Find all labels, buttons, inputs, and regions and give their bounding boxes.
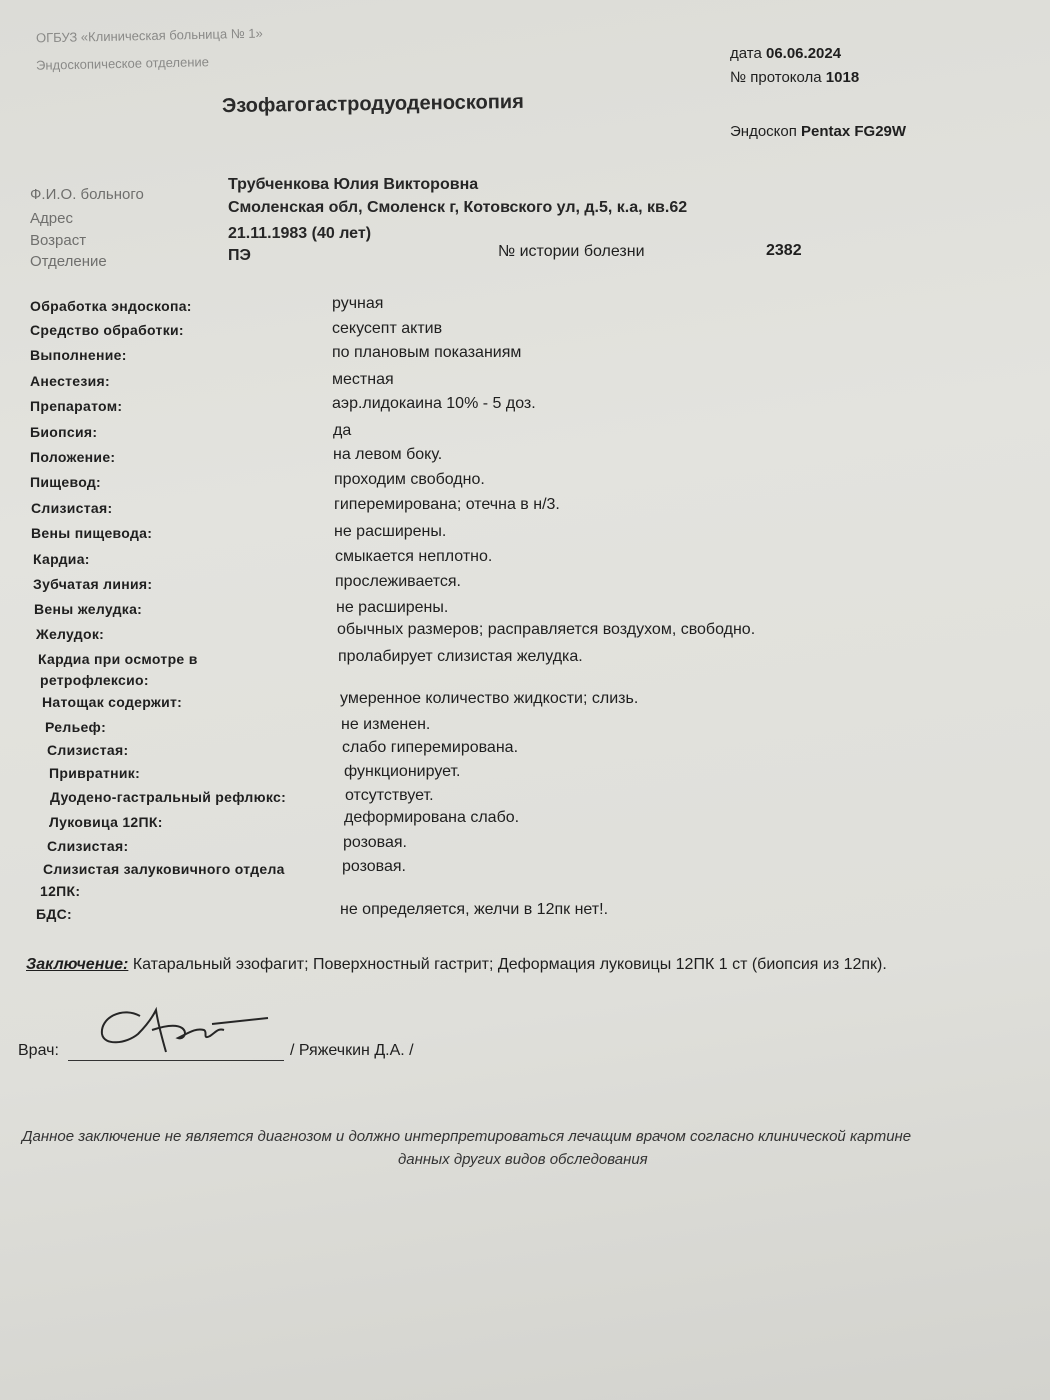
row-value: смыкается неплотно. xyxy=(335,548,493,565)
protocol-value: 1018 xyxy=(825,69,860,86)
row-label: Слизистая: xyxy=(31,500,113,516)
conclusion-label: Заключение: xyxy=(26,956,129,973)
doctor-signature xyxy=(92,996,272,1058)
row-value: слабо гиперемирована. xyxy=(342,739,519,756)
row-label: Положение: xyxy=(30,449,116,465)
row-label: Дуодено-гастральный рефлюкс: xyxy=(50,789,287,805)
row-value: да xyxy=(333,422,352,439)
institution-name: ОГБУЗ «Клиническая больница № 1» xyxy=(35,25,263,46)
row-label: Зубчатая линия: xyxy=(33,576,153,592)
patient-department-label: Отделение xyxy=(30,253,107,270)
row-label: Обработка эндоскопа: xyxy=(30,298,192,314)
row-value: проходим свободно. xyxy=(334,471,485,488)
row-value: прослеживается. xyxy=(335,573,461,590)
history-number-label: № истории болезни xyxy=(498,243,645,260)
row-label: Биопсия: xyxy=(30,424,98,440)
conclusion-text: Катаральный эзофагит; Поверхностный гастрит; Деформация луковицы 12ПК 1 ст (биопсия из 12пк). xyxy=(132,956,887,973)
row-value: ручная xyxy=(332,295,384,312)
row-value: пролабирует слизистая желудка. xyxy=(338,648,583,665)
disclaimer-line-1: Данное заключение не является диагнозом и должно интерпретироваться лечащим врачом согласно клинической картине xyxy=(22,1128,912,1145)
patient-address-label: Адрес xyxy=(30,210,73,227)
row-value: гиперемирована; отечна в н/3. xyxy=(334,496,560,513)
row-value: розовая. xyxy=(343,834,407,851)
row-value: местная xyxy=(332,371,394,388)
doctor-label: Врач: xyxy=(18,1042,59,1059)
doctor-name: / Ряжечкин Д.А. / xyxy=(290,1042,414,1059)
row-label: Выполнение: xyxy=(30,347,127,363)
row-label: Рельеф: xyxy=(45,719,107,735)
row-label: Слизистая: xyxy=(47,742,129,758)
document-title: Эзофагогастродуоденоскопия xyxy=(221,90,524,118)
row-value: розовая. xyxy=(342,858,406,875)
protocol-number xyxy=(730,69,859,86)
patient-department-value: ПЭ xyxy=(228,247,251,264)
row-label: Кардиа: xyxy=(33,551,90,567)
row-value: по плановым показаниям xyxy=(332,344,522,361)
disclaimer-line-2: данных других видов обследования xyxy=(398,1151,648,1168)
date-label: дата xyxy=(730,45,762,62)
row-label: Анестезия: xyxy=(30,373,110,389)
row-value: не определяется, желчи в 12пк нет!. xyxy=(340,901,609,918)
row-label: Вены пищевода: xyxy=(31,525,153,541)
department-name: Эндоскопическое отделение xyxy=(35,54,210,73)
row-label: Луковица 12ПК: xyxy=(49,814,163,830)
protocol-label: № протокола xyxy=(730,69,822,86)
row-label-continued: 12ПК: xyxy=(40,883,81,899)
row-label: Слизистая: xyxy=(47,838,129,854)
row-label-continued: ретрофлексио: xyxy=(40,672,149,688)
row-value: секусепт актив xyxy=(332,320,443,337)
row-label: БДС: xyxy=(36,906,73,922)
row-label: Кардиа при осмотре в xyxy=(38,651,198,667)
patient-name-value: Трубченкова Юлия Викторовна xyxy=(228,176,479,193)
row-label: Вены желудка: xyxy=(34,601,143,617)
endoscope-value: Pentax FG29W xyxy=(801,123,907,140)
patient-name-label: Ф.И.О. больного xyxy=(30,186,144,203)
row-label: Привратник: xyxy=(49,765,141,781)
row-label: Желудок: xyxy=(36,626,105,642)
row-value: не расширены. xyxy=(336,599,449,616)
row-value: отсутствует. xyxy=(345,787,434,804)
row-value: умеренное количество жидкости; слизь. xyxy=(340,690,639,707)
row-label: Препаратом: xyxy=(30,398,123,414)
row-label: Слизистая залуковичного отдела xyxy=(43,861,285,877)
row-value: функционирует. xyxy=(344,763,461,780)
row-value: на левом боку. xyxy=(333,446,443,463)
row-value: не изменен. xyxy=(341,716,431,733)
row-value: деформирована слабо. xyxy=(344,809,520,826)
row-value: аэр.лидокаина 10% - 5 доз. xyxy=(332,395,536,412)
date-value: 06.06.2024 xyxy=(765,45,842,62)
row-label: Пищевод: xyxy=(30,474,102,490)
endoscope-label: Эндоскоп xyxy=(730,123,797,140)
conclusion xyxy=(26,956,887,974)
history-number-value: 2382 xyxy=(766,242,802,259)
patient-address-value: Смоленская обл, Смоленск г, Котовского ул, д.5, к.а, кв.62 xyxy=(228,199,688,216)
endoscope-info xyxy=(730,123,906,140)
protocol-date xyxy=(730,45,841,62)
patient-age-value: 21.11.1983 (40 лет) xyxy=(228,225,372,242)
signature-line xyxy=(68,1060,284,1061)
row-label: Средство обработки: xyxy=(30,322,184,338)
row-label: Натощак содержит: xyxy=(42,694,183,710)
row-value: не расширены. xyxy=(334,523,447,540)
patient-age-label: Возраст xyxy=(30,232,87,249)
row-value: обычных размеров; расправляется воздухом, свободно. xyxy=(337,621,756,638)
